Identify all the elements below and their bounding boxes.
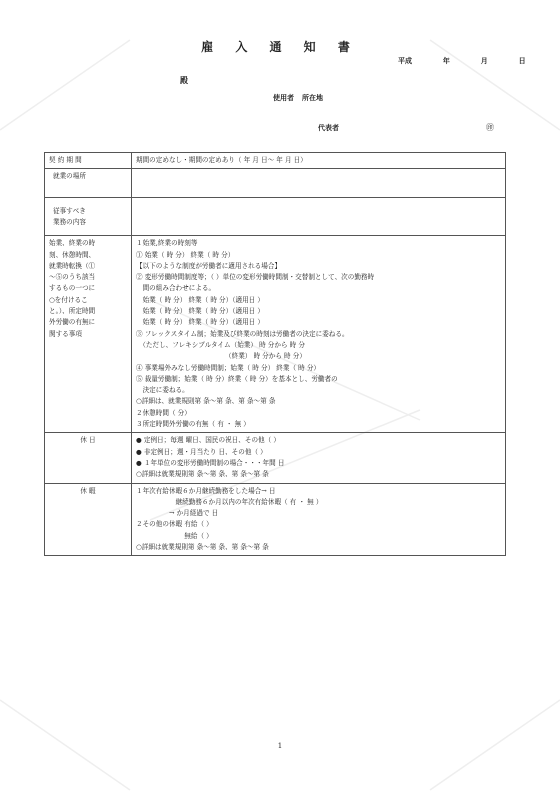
representative-label: 代表者	[318, 123, 339, 132]
date-month: 月	[480, 56, 488, 65]
hours-line: 始業（ 時 分） 終業（ 時 分）（適用日 ）	[136, 318, 264, 327]
row-hours	[45, 236, 506, 433]
cell-hours	[132, 236, 506, 433]
hours-line: ３所定時間外労働の有無（ 有 ・ 無 ）	[136, 420, 250, 429]
hours-label: ○を付けるこ	[49, 295, 88, 304]
cell-work-content	[132, 198, 506, 236]
hours-line: ① 始業（ 時 分） 終業（ 時 分）	[136, 250, 235, 259]
label-work-content	[45, 198, 132, 236]
work-content-label-2: 業務の内容	[53, 217, 86, 226]
date-line	[398, 56, 526, 66]
leave-line: → か月経過で 日	[136, 509, 219, 518]
row-workplace	[45, 169, 506, 198]
row-holidays	[45, 433, 506, 483]
hours-label: 就業時転換（①	[49, 261, 96, 270]
hours-line: ④ 事業場外みなし労働時間制；始業（ 時 分） 終業（ 時 分）	[136, 363, 321, 372]
cell-holidays	[132, 433, 506, 483]
holidays-line: ● 定例日；毎週 曜日、国民の祝日、その他（ ）	[136, 436, 280, 445]
hours-label: 外労働の有無に	[49, 318, 96, 327]
date-era: 平成	[398, 56, 412, 65]
label-workplace: 就業の場所	[45, 169, 132, 198]
label-leave: 休 暇	[45, 483, 132, 556]
cell-leave	[132, 483, 506, 556]
hours-line: ⑤ 裁量労働制；始業（ 時 分）終業（ 時 分）を基本とし、労働者の	[136, 374, 338, 383]
hours-line: ② 変形労働時間制度等；（ ）単位の変形労働時間制・交替制として、次の勤務時	[136, 273, 375, 282]
holidays-line: ○詳細は就業規則第 条～第 条、第 条～第 条	[136, 470, 269, 479]
holidays-line: ● １年単位の変形労働時間制の場合・・・年間 日	[136, 458, 285, 467]
cell-workplace	[132, 169, 506, 198]
label-contract-period: 契 約 期 間	[45, 153, 132, 169]
leave-line: 継続勤務６か月以内の年次有給休暇（ 有 ・ 無 ）	[136, 497, 323, 506]
hours-line: １始業,終業の時刻等	[136, 239, 198, 248]
label-hours	[45, 236, 132, 433]
hours-line: 【以下のような制度が労働者に適用される場合】	[136, 261, 282, 270]
hours-line: 始業（ 時 分） 終業（ 時 分）（適用日 ）	[136, 307, 264, 316]
work-content-label-1: 従事すべき	[53, 206, 86, 215]
label-holidays: 休 日	[45, 433, 132, 483]
hours-line: （ただし、フレキシブルタイム（始業） 時 分から 時 分	[136, 340, 305, 349]
row-contract-period	[45, 153, 506, 169]
row-work-content	[45, 198, 506, 236]
hours-line: ２休憩時間（ 分）	[136, 408, 191, 417]
hours-label: 始業、終業の時	[49, 239, 96, 248]
hours-label: 関する事項	[49, 329, 82, 338]
leave-line: ○詳細は就業規則第 条～第 条、第 条～第 条	[136, 543, 269, 552]
date-year: 年	[442, 56, 450, 65]
hours-line: 間の組み合わせによる。	[136, 284, 216, 293]
hours-line: 始業（ 時 分） 終業（ 時 分）（適用日 ）	[136, 295, 264, 304]
row-leave	[45, 483, 506, 556]
employer-label: 使用者	[273, 93, 294, 102]
leave-line: １年次有給休暇６か月継続勤務をした場合→ 日	[136, 486, 276, 495]
seal-mark: ㊞	[486, 123, 494, 132]
notice-table	[44, 152, 506, 556]
employer-address-label: 所在地	[302, 93, 323, 102]
hours-line: 決定に委ねる。	[136, 386, 189, 395]
hours-label: ～⑤のうち該当	[49, 273, 96, 282]
addressee: 殿	[180, 75, 188, 85]
leave-line: ２その他の休暇 有給（ ）	[136, 520, 213, 529]
holidays-line: ● 非定例日；週・月当たり 日、その他（ ）	[136, 447, 267, 456]
hours-label: 刻、休憩時間、	[49, 250, 96, 259]
hours-line: （終業） 時 分から 時 分）	[136, 352, 306, 361]
contract-period-text: 期間の定めなし・期間の定めあり（ 年 月 日～ 年 月 日）	[136, 156, 307, 164]
document-title: 雇 入 通 知 書	[201, 40, 359, 54]
hours-line: ③ フレックスタイム制；始業及び終業の時刻は労働者の決定に委ねる。	[136, 329, 349, 338]
leave-line: 無給（ ）	[136, 531, 213, 540]
hours-label: と。）、所定時間	[49, 307, 96, 316]
cell-contract-period	[132, 153, 506, 169]
date-day: 日	[518, 56, 526, 65]
hours-label: するもの一つに	[49, 284, 96, 293]
page-number: 1	[277, 742, 283, 750]
hours-line: ○詳細は、就業規則第 条～第 条、第 条～第 条	[136, 397, 276, 406]
employer-line	[273, 93, 331, 103]
